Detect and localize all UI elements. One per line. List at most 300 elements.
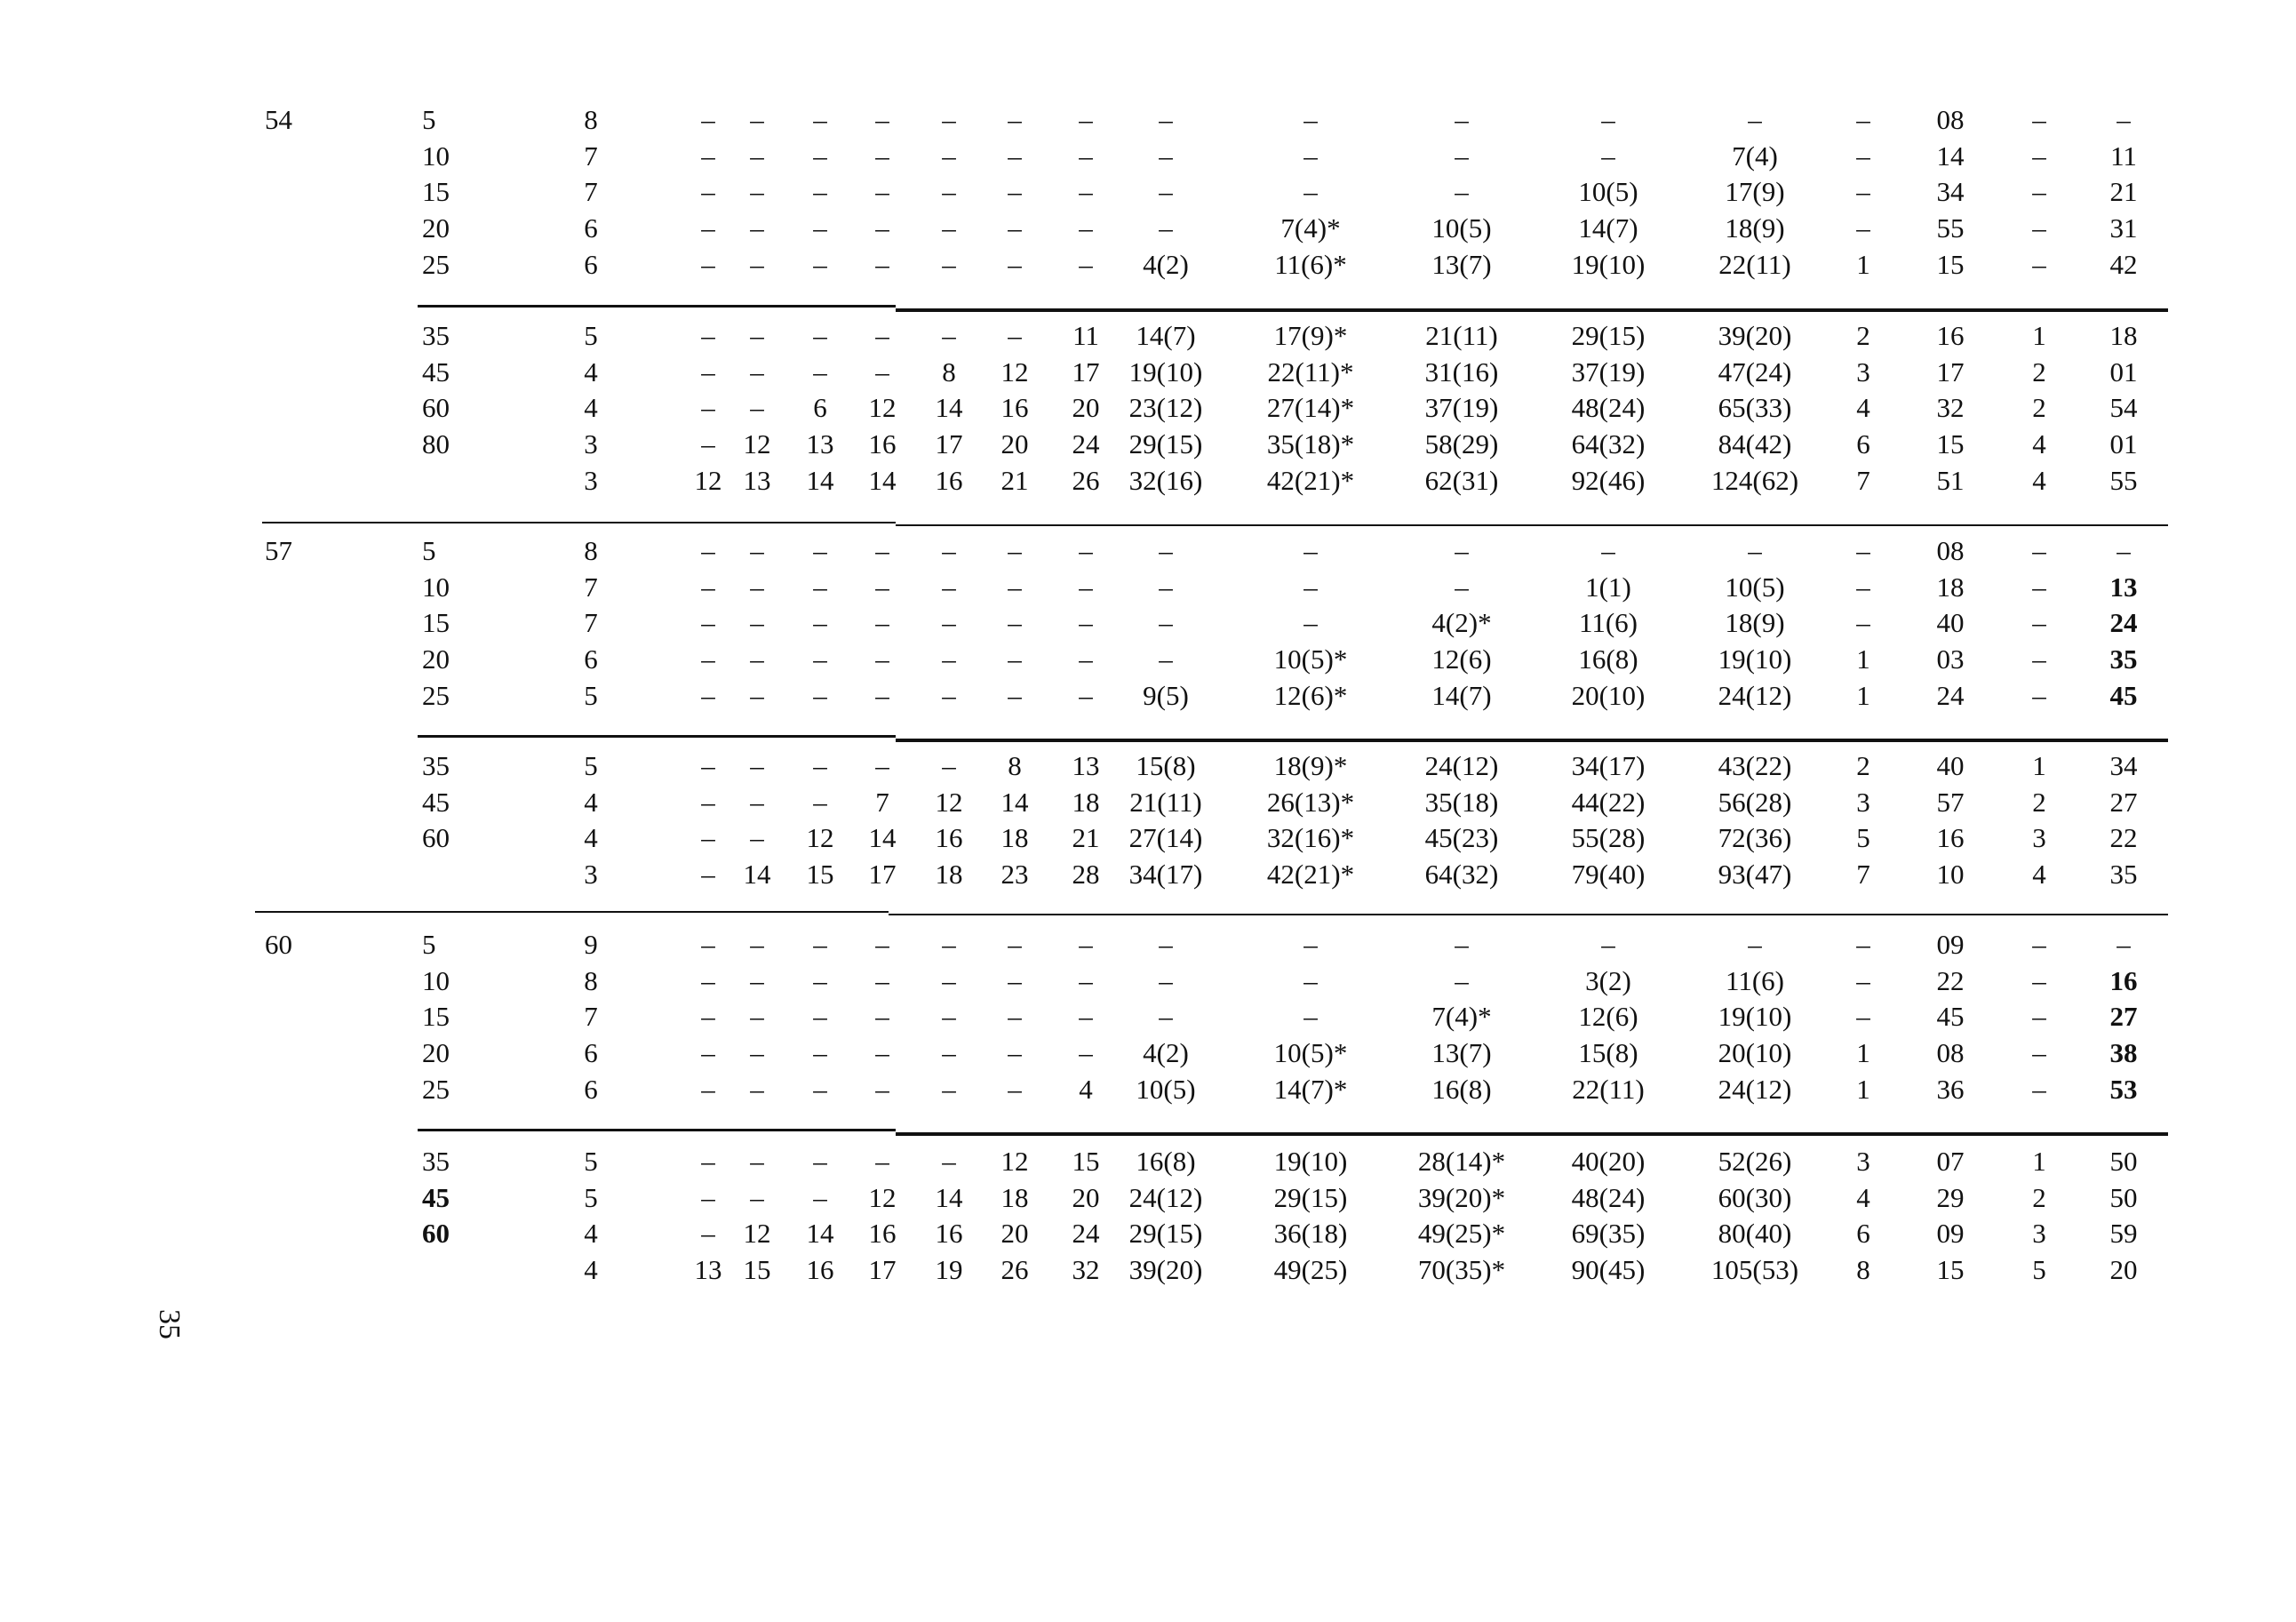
table-cell: – [875, 1073, 889, 1105]
table-cell: 3 [2032, 822, 2046, 854]
table-cell: – [701, 822, 715, 854]
table-cell: 80 [422, 428, 450, 460]
table-cell: 1 [1856, 1073, 1870, 1105]
table-cell: 9 [584, 929, 598, 960]
table-cell: – [813, 964, 827, 996]
table-cell: 17(9) [1725, 176, 1785, 208]
table-cell: – [2032, 535, 2046, 566]
block-label: 54 [265, 104, 292, 135]
table-cell: 23 [1001, 859, 1029, 891]
table-cell: 15 [743, 1254, 771, 1286]
table-cell: 58(29) [1424, 428, 1499, 460]
table-cell: 7 [584, 176, 598, 208]
table-cell: 57 [1936, 786, 1965, 818]
table-cell: – [750, 356, 764, 388]
table-cell: – [750, 320, 764, 351]
table-cell: – [701, 356, 715, 388]
table-cell: 4 [584, 1218, 598, 1250]
table-cell: – [701, 1181, 715, 1213]
table-cell: 26 [1001, 1254, 1029, 1286]
table-cell: 60 [422, 392, 450, 424]
table-cell: 18 [2109, 320, 2138, 351]
table-cell: 09 [1936, 1218, 1965, 1250]
table-cell: 10 [422, 140, 450, 172]
table-cell: 14 [1936, 140, 1965, 172]
table-cell: – [813, 176, 827, 208]
table-cell: – [1856, 140, 1870, 172]
table-cell: – [2117, 104, 2131, 135]
table-cell: 14(7)* [1273, 1073, 1348, 1105]
table-cell: 15 [1936, 1254, 1965, 1286]
table-cell: – [1079, 104, 1093, 135]
table-cell: 18 [1072, 786, 1100, 818]
table-cell: 4 [2032, 859, 2046, 891]
table-cell: 47(24) [1718, 356, 1792, 388]
table-cell: 23(12) [1128, 392, 1203, 424]
table-cell: 124(62) [1710, 464, 1799, 496]
table-cell: 34(17) [1571, 750, 1646, 781]
table-cell: – [1748, 104, 1762, 135]
table-cell: 2 [2032, 356, 2046, 388]
table-cell: 16 [806, 1254, 834, 1286]
table-cell: 92(46) [1571, 464, 1646, 496]
table-cell: – [875, 1001, 889, 1033]
table-cell: – [1159, 1001, 1173, 1033]
table-cell: – [942, 1037, 956, 1069]
table-cell: – [750, 643, 764, 675]
table-cell: 24 [2109, 607, 2138, 639]
table-cell: 48(24) [1571, 1181, 1646, 1213]
table-cell: – [2032, 964, 2046, 996]
table-cell: – [1303, 176, 1318, 208]
table-cell: – [2032, 140, 2046, 172]
table-cell: – [1303, 535, 1318, 566]
table-cell: 27(14) [1128, 822, 1203, 854]
table-cell: – [875, 929, 889, 960]
table-cell: – [1079, 248, 1093, 280]
table-cell: 18 [1001, 1181, 1029, 1213]
table-cell: 52(26) [1718, 1146, 1792, 1177]
table-cell: – [942, 535, 956, 566]
table-cell: 16(8) [1431, 1073, 1492, 1105]
table-cell: 01 [2109, 356, 2138, 388]
table-cell: – [701, 320, 715, 351]
section-rule [418, 735, 896, 738]
table-cell: – [701, 607, 715, 639]
table-cell: 29(15) [1128, 428, 1203, 460]
table-cell: 4(2) [1143, 1037, 1189, 1069]
table-cell: 3 [1856, 1146, 1870, 1177]
table-cell: 10(5) [1431, 212, 1492, 244]
table-cell: 6 [584, 212, 598, 244]
table-cell: 3 [584, 859, 598, 891]
table-cell: – [1159, 964, 1173, 996]
table-cell: – [875, 212, 889, 244]
table-cell: – [750, 1073, 764, 1105]
table-cell: 01 [2109, 428, 2138, 460]
table-cell: – [750, 1037, 764, 1069]
table-cell: 10(5) [1136, 1073, 1196, 1105]
table-cell: – [942, 964, 956, 996]
table-cell: 10 [422, 964, 450, 996]
table-cell: 26(13)* [1266, 786, 1355, 818]
block-separator [255, 911, 889, 913]
table-cell: 5 [422, 929, 436, 960]
table-cell: 8 [584, 964, 598, 996]
table-cell: 18 [1001, 822, 1029, 854]
table-cell: 12 [743, 1218, 771, 1250]
table-cell: – [813, 356, 827, 388]
table-cell: – [813, 1001, 827, 1033]
table-cell: 10(5) [1725, 571, 1785, 603]
table-cell: 21 [1072, 822, 1100, 854]
table-cell: 29 [1936, 1181, 1965, 1213]
table-cell: 35 [2109, 859, 2138, 891]
table-cell: 45 [2109, 679, 2138, 711]
table-cell: 64(32) [1424, 859, 1499, 891]
table-cell: – [942, 104, 956, 135]
table-cell: – [750, 929, 764, 960]
section-rule [418, 1129, 896, 1131]
table-cell: – [1159, 607, 1173, 639]
table-cell: 12 [868, 392, 897, 424]
table-cell: – [1601, 104, 1615, 135]
table-cell: 24 [1072, 1218, 1100, 1250]
table-cell: – [1079, 212, 1093, 244]
table-cell: – [750, 750, 764, 781]
table-cell: 39(20) [1128, 1254, 1203, 1286]
table-cell: 14 [806, 1218, 834, 1250]
table-cell: – [750, 571, 764, 603]
table-cell: 70(35)* [1417, 1254, 1506, 1286]
table-cell: – [1303, 140, 1318, 172]
table-cell: – [701, 679, 715, 711]
table-cell: 24(12) [1424, 750, 1499, 781]
table-cell: – [1856, 929, 1870, 960]
table-cell: – [1856, 607, 1870, 639]
table-cell: – [701, 1037, 715, 1069]
table-cell: 25 [422, 1073, 450, 1105]
table-cell: 55 [2109, 464, 2138, 496]
table-cell: 25 [422, 679, 450, 711]
section-rule [418, 305, 896, 308]
table-cell: 50 [2109, 1181, 2138, 1213]
table-cell: 2 [2032, 786, 2046, 818]
table-cell: 16 [868, 1218, 897, 1250]
table-cell: 12 [694, 464, 722, 496]
table-cell: – [750, 392, 764, 424]
table-cell: – [2032, 679, 2046, 711]
table-cell: – [2032, 1073, 2046, 1105]
table-cell: 6 [1856, 1218, 1870, 1250]
table-cell: 4 [584, 1254, 598, 1286]
table-cell: – [1159, 104, 1173, 135]
table-cell: 42 [2109, 248, 2138, 280]
table-cell: 1 [1856, 679, 1870, 711]
table-cell: – [875, 643, 889, 675]
table-cell: 5 [422, 535, 436, 566]
table-cell: 15 [1936, 428, 1965, 460]
table-cell: 32(16) [1128, 464, 1203, 496]
table-cell: 54 [2109, 392, 2138, 424]
table-cell: – [701, 176, 715, 208]
table-cell: – [942, 643, 956, 675]
table-cell: – [1601, 140, 1615, 172]
table-cell: – [1008, 1073, 1022, 1105]
table-cell: – [1856, 964, 1870, 996]
table-cell: – [1455, 140, 1469, 172]
table-cell: 12(6)* [1273, 679, 1348, 711]
table-cell: – [875, 176, 889, 208]
table-cell: – [875, 964, 889, 996]
table-cell: – [701, 571, 715, 603]
table-cell: 36(18) [1273, 1218, 1348, 1250]
table-cell: 34 [2109, 750, 2138, 781]
table-cell: 6 [584, 248, 598, 280]
table-cell: – [750, 176, 764, 208]
table-cell: – [942, 607, 956, 639]
table-cell: 35 [422, 1146, 450, 1177]
table-cell: – [942, 1146, 956, 1177]
table-cell: 24 [1072, 428, 1100, 460]
table-cell: 21(11) [1129, 786, 1202, 818]
table-cell: 19(10) [1128, 356, 1203, 388]
table-cell: – [1856, 212, 1870, 244]
table-cell: 19(10) [1718, 1001, 1792, 1033]
table-cell: – [701, 859, 715, 891]
block-separator [889, 914, 2168, 915]
table-cell: – [813, 1146, 827, 1177]
table-cell: – [1079, 176, 1093, 208]
table-cell: 9(5) [1143, 679, 1189, 711]
table-cell: – [701, 140, 715, 172]
table-cell: 14 [806, 464, 834, 496]
table-cell: – [1455, 964, 1469, 996]
table-cell: 19(10) [1273, 1146, 1348, 1177]
table-cell: 1 [2032, 1146, 2046, 1177]
table-cell: – [875, 535, 889, 566]
table-cell: 16 [1001, 392, 1029, 424]
table-cell: 105(53) [1710, 1254, 1799, 1286]
table-cell: – [750, 104, 764, 135]
table-cell: 27 [2109, 786, 2138, 818]
table-cell: 32(16)* [1266, 822, 1355, 854]
table-cell: 45 [422, 356, 450, 388]
table-cell: 1 [1856, 248, 1870, 280]
table-cell: 22(11) [1718, 248, 1791, 280]
table-cell: 10 [422, 571, 450, 603]
table-cell: – [750, 140, 764, 172]
table-cell: – [942, 212, 956, 244]
table-cell: – [1008, 679, 1022, 711]
page-number: 35 [153, 1309, 186, 1339]
table-cell: 13(7) [1431, 1037, 1492, 1069]
table-cell: – [875, 356, 889, 388]
table-cell: 10 [1936, 859, 1965, 891]
table-cell: 1 [1856, 1037, 1870, 1069]
table-cell: – [1079, 679, 1093, 711]
table-cell: – [750, 1001, 764, 1033]
table-cell: 6 [584, 1073, 598, 1105]
section-rule [896, 308, 2168, 312]
table-cell: – [813, 212, 827, 244]
table-cell: 45 [422, 786, 450, 818]
table-cell: 12 [806, 822, 834, 854]
table-cell: 40 [1936, 750, 1965, 781]
table-cell: 14 [935, 1181, 963, 1213]
table-cell: – [2032, 1001, 2046, 1033]
table-cell: – [750, 607, 764, 639]
table-cell: – [813, 1037, 827, 1069]
table-cell: 36 [1936, 1073, 1965, 1105]
table-cell: – [1601, 535, 1615, 566]
table-cell: – [2032, 104, 2046, 135]
table-cell: – [1455, 176, 1469, 208]
table-cell: – [2032, 607, 2046, 639]
table-cell: 49(25)* [1417, 1218, 1506, 1250]
table-cell: – [2117, 535, 2131, 566]
table-cell: – [942, 929, 956, 960]
table-cell: 37(19) [1424, 392, 1499, 424]
table-cell: 10(5)* [1273, 1037, 1348, 1069]
table-cell: 18(9) [1725, 212, 1785, 244]
table-cell: – [942, 1073, 956, 1105]
table-cell: – [1455, 104, 1469, 135]
table-cell: 4 [584, 356, 598, 388]
table-cell: 93(47) [1718, 859, 1792, 891]
table-cell: – [1856, 176, 1870, 208]
section-rule [896, 1132, 2168, 1136]
table-cell: – [813, 571, 827, 603]
table-cell: 12 [1001, 356, 1029, 388]
table-cell: – [2032, 176, 2046, 208]
table-cell: 16 [868, 428, 897, 460]
table-cell: 29(15) [1571, 320, 1646, 351]
table-cell: – [701, 1073, 715, 1105]
table-cell: 20 [2109, 1254, 2138, 1286]
table-cell: – [2032, 571, 2046, 603]
table-cell: 24(12) [1128, 1181, 1203, 1213]
table-cell: 84(42) [1718, 428, 1792, 460]
table-cell: – [1008, 104, 1022, 135]
table-cell: – [701, 964, 715, 996]
table-cell: – [813, 248, 827, 280]
table-cell: 18 [1936, 571, 1965, 603]
section-rule [896, 739, 2168, 742]
table-cell: 10(5)* [1273, 643, 1348, 675]
table-cell: – [750, 964, 764, 996]
table-cell: – [1008, 320, 1022, 351]
table-cell: 80(40) [1718, 1218, 1792, 1250]
table-cell: 6 [1856, 428, 1870, 460]
table-cell: – [1008, 964, 1022, 996]
table-cell: 4(2)* [1431, 607, 1492, 639]
table-cell: – [2117, 929, 2131, 960]
table-cell: 11(6) [1726, 964, 1784, 996]
table-cell: – [701, 248, 715, 280]
table-cell: 69(35) [1571, 1218, 1646, 1250]
table-cell: 22(11)* [1267, 356, 1354, 388]
table-cell: 20 [422, 643, 450, 675]
table-cell: 24(12) [1718, 679, 1792, 711]
table-cell: 18(9)* [1273, 750, 1348, 781]
table-cell: 17(9)* [1273, 320, 1348, 351]
table-cell: 17 [1072, 356, 1100, 388]
table-cell: 8 [1856, 1254, 1870, 1286]
table-cell: 65(33) [1718, 392, 1792, 424]
table-cell: 32 [1936, 392, 1965, 424]
table-cell: – [2032, 248, 2046, 280]
table-cell: – [813, 1073, 827, 1105]
table-cell: 15 [1936, 248, 1965, 280]
table-cell: – [1303, 571, 1318, 603]
table-cell: 7(4)* [1280, 212, 1341, 244]
table-cell: – [701, 1146, 715, 1177]
table-cell: 31 [2109, 212, 2138, 244]
table-cell: 62(31) [1424, 464, 1499, 496]
block-separator [896, 524, 2168, 526]
table-cell: 13 [743, 464, 771, 496]
table-cell: 16 [935, 822, 963, 854]
table-cell: 12 [743, 428, 771, 460]
table-cell: 09 [1936, 929, 1965, 960]
table-cell: – [1079, 929, 1093, 960]
table-cell: – [1159, 140, 1173, 172]
table-cell: 25 [422, 248, 450, 280]
table-cell: – [1159, 176, 1173, 208]
table-cell: 64(32) [1571, 428, 1646, 460]
table-cell: – [1856, 104, 1870, 135]
table-cell: 90(45) [1571, 1254, 1646, 1286]
table-cell: – [942, 750, 956, 781]
table-cell: 12 [935, 786, 963, 818]
table-cell: 22 [2109, 822, 2138, 854]
table-cell: 3 [584, 428, 598, 460]
table-cell: 8 [584, 104, 598, 135]
table-cell: 39(20) [1718, 320, 1792, 351]
table-cell: 21 [1001, 464, 1029, 496]
table-cell: 15 [422, 176, 450, 208]
table-cell: 5 [584, 1146, 598, 1177]
table-cell: 15 [422, 607, 450, 639]
table-cell: – [813, 786, 827, 818]
table-cell: 43(22) [1718, 750, 1792, 781]
table-cell: 16 [2109, 964, 2138, 996]
table-cell: 6 [584, 1037, 598, 1069]
table-cell: 13 [2109, 571, 2138, 603]
table-cell: 12(6) [1578, 1001, 1638, 1033]
block-label: 60 [265, 929, 292, 960]
table-cell: 28 [1072, 859, 1100, 891]
table-cell: – [1856, 535, 1870, 566]
table-cell: – [750, 212, 764, 244]
table-cell: 13 [1072, 750, 1100, 781]
table-cell: 45 [422, 1181, 450, 1213]
table-cell: – [1008, 1037, 1022, 1069]
table-cell: – [1303, 1001, 1318, 1033]
table-cell: 7 [1856, 859, 1870, 891]
table-cell: – [1079, 535, 1093, 566]
table-cell: – [1856, 1001, 1870, 1033]
table-cell: 27(14)* [1266, 392, 1355, 424]
table-cell: 4 [584, 392, 598, 424]
table-cell: 08 [1936, 535, 1965, 566]
table-cell: 15 [806, 859, 834, 891]
table-cell: 2 [2032, 392, 2046, 424]
table-cell: – [875, 104, 889, 135]
table-cell: 20 [1072, 392, 1100, 424]
table-cell: – [1159, 571, 1173, 603]
